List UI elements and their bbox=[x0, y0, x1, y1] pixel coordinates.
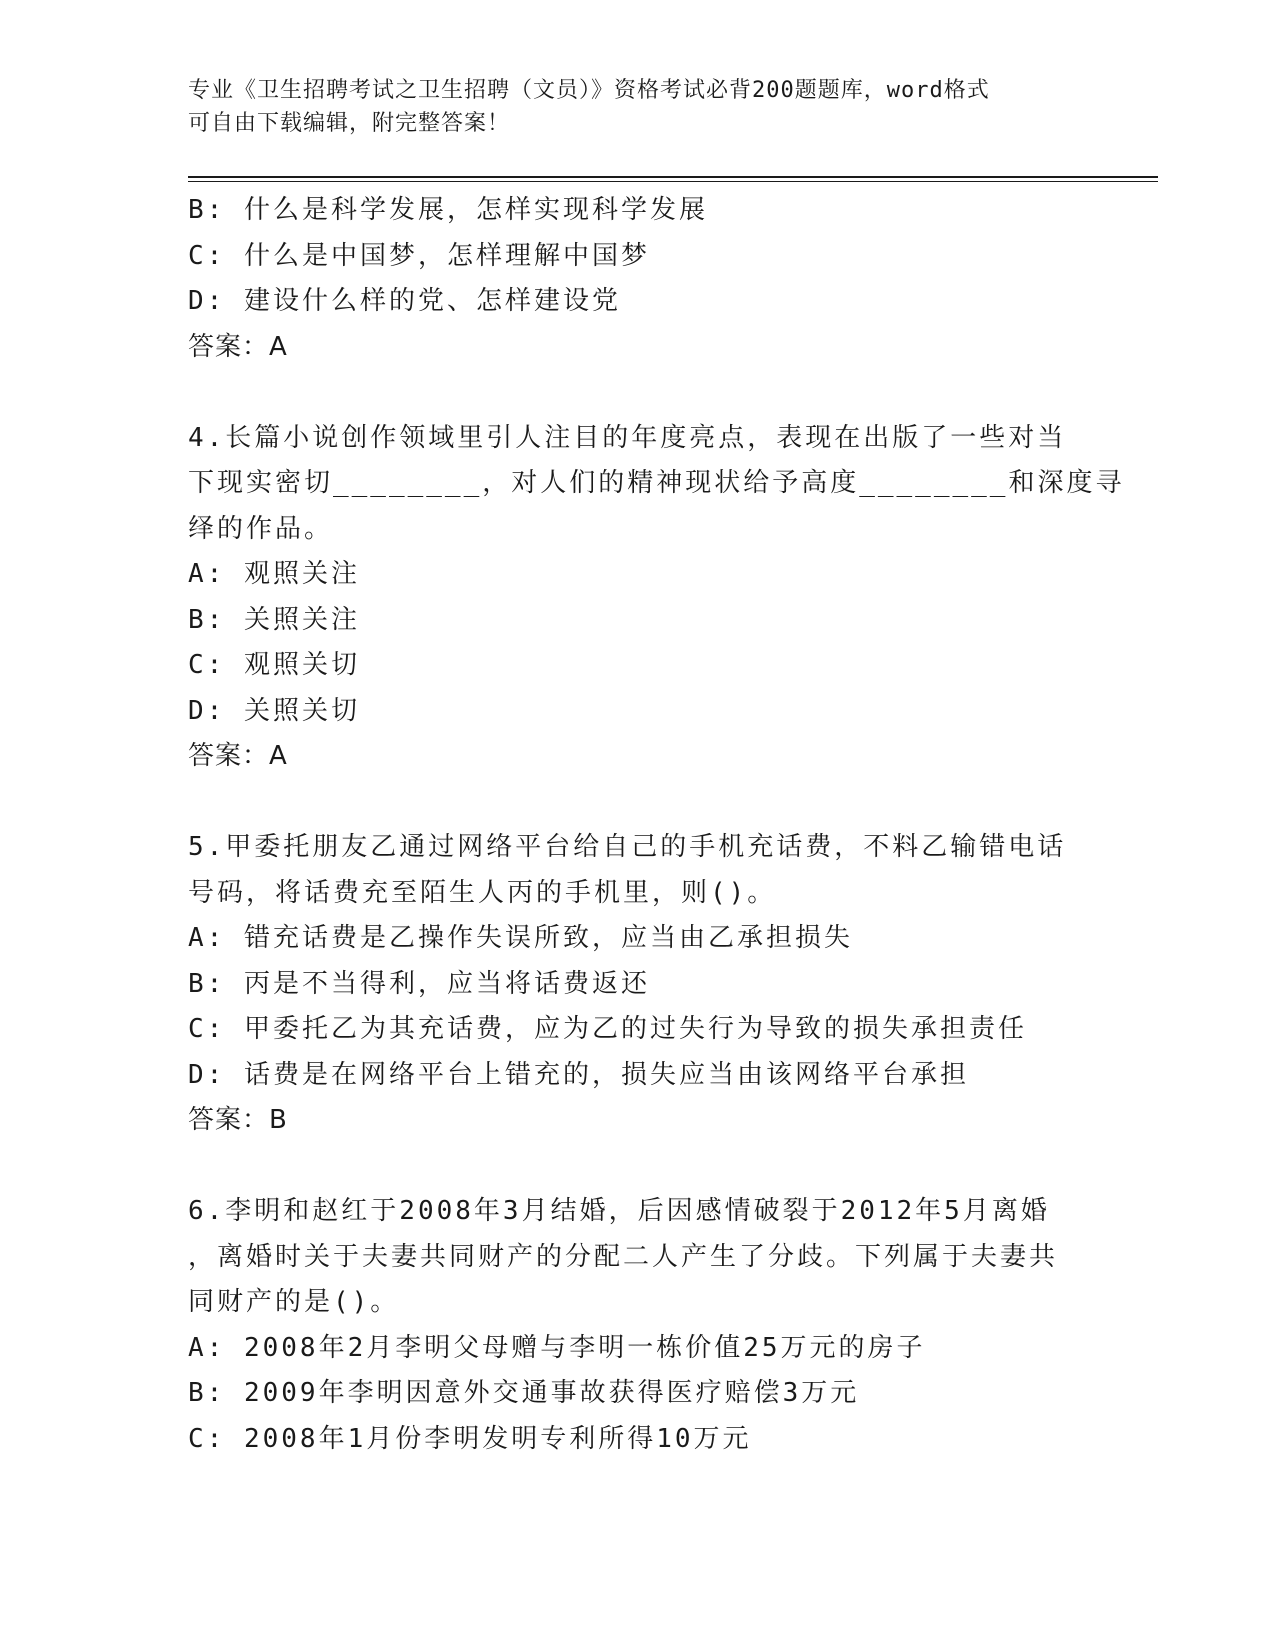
option-c: C: 什么是中国梦，怎样理解中国梦 bbox=[188, 240, 650, 271]
option-c: C: 2008年1月份李明发明专利所得10万元 bbox=[188, 1423, 752, 1454]
spacer bbox=[188, 1144, 1068, 1190]
answer-line: 答案：A bbox=[188, 331, 288, 362]
question-stem-line: 绎的作品。 bbox=[188, 513, 334, 544]
option-c: C: 甲委托乙为其充话费，应为乙的过失行为导致的损失承担责任 bbox=[188, 1014, 1027, 1044]
document-body bbox=[188, 188, 1125, 1462]
option-c: C: 观照关切 bbox=[188, 650, 360, 680]
header-title-line-2: 可自由下载编辑，附完整答案！ bbox=[188, 111, 511, 136]
option-d: D: 话费是在网络平台上错充的，损失应当由该网络平台承担 bbox=[188, 1059, 969, 1090]
question-5 bbox=[188, 825, 1068, 1144]
answer-line: 答案：A bbox=[188, 741, 288, 771]
question-stem-line: 5.甲委托朋友乙通过网络平台给自己的手机充话费，不料乙输错电话 bbox=[188, 832, 1067, 862]
spacer bbox=[188, 370, 1068, 416]
question-stem-line: ，离婚时关于夫妻共同财产的分配二人产生了分歧。下列属于夫妻共 bbox=[188, 1241, 1059, 1272]
question-stem-line: 号码，将话费充至陌生人丙的手机里，则()。 bbox=[188, 877, 777, 908]
question-6 bbox=[188, 1189, 1068, 1462]
answer-line: 答案：B bbox=[188, 1105, 288, 1135]
option-a: A: 2008年2月李明父母赠与李明一栋价值25万元的房子 bbox=[188, 1332, 926, 1363]
header-divider-thick bbox=[188, 176, 1158, 178]
option-b: B: 丙是不当得利，应当将话费返还 bbox=[188, 968, 650, 999]
question-stem-line: 4.长篇小说创作领域里引人注目的年度亮点，表现在出版了一些对当 bbox=[188, 422, 1067, 453]
option-a: A: 错充话费是乙操作失误所致，应当由乙承担损失 bbox=[188, 923, 853, 953]
option-b: B: 什么是科学发展，怎样实现科学发展 bbox=[188, 195, 708, 225]
header-divider-thin bbox=[188, 181, 1158, 182]
question-stem-line: 6.李明和赵红于2008年3月结婚，后因感情破裂于2012年5月离婚 bbox=[188, 1196, 1050, 1226]
spacer bbox=[188, 780, 1068, 826]
question-4 bbox=[188, 416, 1125, 780]
header-title-line-1: 专业《卫生招聘考试之卫生招聘（文员）》资格考试必背200题题库，word格式 bbox=[188, 78, 990, 103]
question-3-continued bbox=[188, 188, 1068, 370]
option-d: D: 关照关切 bbox=[188, 695, 360, 726]
question-stem-line: 下现实密切________，对人们的精神现状给予高度________和深度寻 bbox=[188, 468, 1125, 498]
option-b: B: 关照关注 bbox=[188, 604, 360, 635]
option-d: D: 建设什么样的党、怎样建设党 bbox=[188, 286, 621, 316]
option-b: B: 2009年李明因意外交通事故获得医疗赔偿3万元 bbox=[188, 1378, 860, 1408]
option-a: A: 观照关注 bbox=[188, 559, 360, 589]
document-header bbox=[188, 74, 1068, 140]
question-stem-line: 同财产的是()。 bbox=[188, 1287, 400, 1317]
